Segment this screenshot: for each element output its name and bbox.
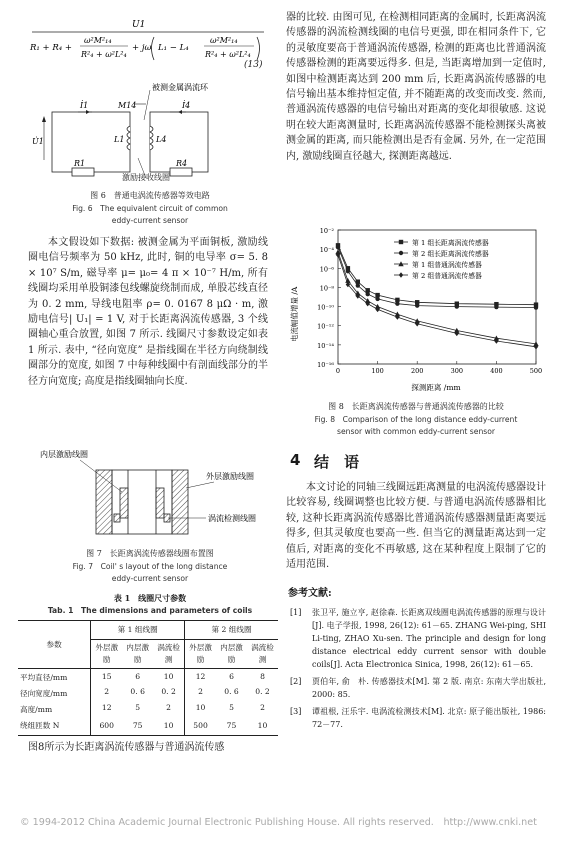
series-1-point: [366, 288, 370, 292]
figure-6: [30, 80, 270, 180]
label-r1: R1: [74, 159, 86, 168]
table-row: 平均直径/mm 15 6 10 12 6 8: [18, 669, 278, 685]
y-tick-label: 10⁻¹⁴: [317, 341, 334, 350]
y-tick-label: 10⁻¹⁰: [317, 303, 334, 312]
chart-ylabel: 电流幅值增量 /A: [290, 286, 299, 342]
series-2-point: [346, 269, 350, 273]
label-u1: U̇1: [32, 137, 44, 146]
legend-marker: [399, 240, 403, 244]
table-row: 径向宽度/mm 2 0. 6 0. 2 2 0. 6 0. 2: [18, 684, 278, 700]
table-subheader: 外层激励: [95, 643, 119, 664]
references-list: [290, 606, 546, 731]
conclusion-paragraph: 本文讨论的同轴三线圈远距离测量的电涡流传感器设计比较容易, 线圈调整也比较方便. 与普通电涡流传感器相比较, 这种长距离涡流传感器比普通涡流传感器测量距离要远得多, 但其灵敏度也要高一些. 但当它的测量距离达到一定值后, 对距离的变化不再敏感, 这在某种程度上限制了它的适用范围.: [286, 482, 546, 571]
series-1-point: [395, 298, 399, 302]
equation-13: [28, 10, 266, 72]
table-row: 高度/mm 12 5 2 10 5 2: [18, 700, 278, 716]
y-tick-label: 10⁻⁴: [319, 246, 334, 255]
table1-title-cn: 表 1 线圈尺寸参数: [113, 593, 187, 603]
y-tick-label: 10⁻¹⁶: [317, 361, 334, 369]
x-tick-label: 400: [490, 367, 503, 375]
y-tick-label: 10⁻¹²: [317, 322, 334, 331]
series-2-point: [415, 303, 419, 307]
label-inner-coil: 内层激励线圈: [40, 450, 88, 459]
fig7-caption-en-2: eddy-current sensor: [111, 574, 189, 583]
reference-item: [1] 张卫平, 施立亨, 赵徐森. 长距离双线圈电涡流传感器的原理与设计[J]. 电子学报, 1998, 26(12): 61－65. ZHANG Wei-ping, SHI Li-ting, ZHAO Xu-sen. The principle and design for long distance electrical eddy current sensor with double coils[J]. Acta Electronica Sinica, 1998, 26(12): 61－65.: [290, 608, 546, 669]
label-sense-coil: 涡流检测线圈: [208, 514, 256, 523]
label-exc: 激励接收线圈: [122, 173, 170, 182]
figure-8-chart: [286, 224, 546, 394]
table-subheader: 涡流检测: [153, 640, 184, 669]
coil-layout-diagram: [36, 448, 268, 540]
y-tick-label: 10⁻²: [319, 227, 334, 235]
label-outer-coil: 外层激励线圈: [206, 472, 254, 481]
x-tick-label: 300: [450, 367, 464, 375]
left-paragraph: 本文假设如下数据: 被测金属为平面铜板, 激励线圈电信号频率为 50 kHz, 此时, 铜的电导率 σ= 5. 8 × 10⁷ S/m, 磁导率 μ= μ₀= 4 π × 10⁻⁷ H/m, 所有线圈均采用单股铜漆包线螺旋绕制而成, 单股芯线直径 为 0. 2 mm, 导线电阻率 ρ= 0. 0167 8 μΩ · m, 激励电信号| U₁| = 1 V, 对于长距离涡流传感器, 3 个线圈轴心重合放置, 如图 7 所示. 线圈尺寸参数设定如表 1 所示. 表中, “径向宽度” 是指线圈在半径方向绕制线圈部分的宽度, 如图 7 中每种线圈中有剖面线部分的半径方向宽度; 高度是指线圈轴向长度.: [28, 237, 278, 387]
section-title: 结 语: [314, 453, 360, 471]
label-l4: L4: [156, 135, 167, 144]
table-subheader: 外层激励: [189, 643, 212, 664]
series-2-point: [375, 297, 379, 301]
equation-number: (13): [244, 60, 263, 70]
legend-marker: [399, 251, 403, 255]
label-i1: İ1: [80, 101, 89, 110]
svg-text:ω²M²₁₄: ω²M²₁₄: [84, 36, 112, 45]
series-1-point: [375, 293, 379, 297]
reference-item: [2] 贾伯年, 俞 朴. 传感器技术[M]. 第 2 版. 南京: 东南大学出版社, 2000: 85.: [290, 677, 546, 699]
reference-item: [3] 谭祖根, 汪乐宇. 电涡流检测技术[M]. 北京: 原子能出版社, 1986: 72－77.: [290, 707, 546, 729]
fig6-caption-en-1: Fig. 6 The equivalent circuit of common: [72, 204, 228, 213]
series-2-point: [494, 305, 498, 309]
left-bottom-text: 图8所示为长距离涡流传感器与普通涡流传感: [28, 742, 225, 753]
label-m14: M14: [118, 101, 137, 110]
table1-title-en: Tab. 1 The dimensions and parameters of coils: [47, 606, 253, 615]
y-tick-label: 10⁻⁸: [319, 284, 334, 293]
fig7-caption-en-1: Fig. 7 Coil' s layout of the long distance: [72, 562, 228, 571]
fig8-caption-en-1: Fig. 8 Comparison of the long distance eddy-current: [314, 415, 518, 424]
table-header-group2: 第 2 组线圈: [185, 621, 278, 640]
label-l1: L1: [114, 135, 125, 144]
series-2-point: [356, 283, 360, 287]
series-2-point: [366, 292, 370, 296]
right-paragraph-1: 器的比较. 由图可见, 在检测相同距离的金属时, 长距离涡流传感器的涡流检测线圈的电信号更强, 即在相同条件下, 它的灵敏度要高于普通涡流传感器, 检测的距离也比普通涡流传感器检测的距离要远得多. 但是, 当距离增加到一定值时, 如图中检测距离达到 200 mm 后, 长距离涡流传感器的电信号输出基本维持恒定值, 并不随距离的改变而改变. 然而, 普通涡流传感器的电信号输出对距离的变化却很敏感. 这说明在较大距离测量时, 长距离涡流传感器不能检测探头离被测金属的距离, 而只能检测出是否有金属. 另外, 在一定范围内, 激励线圈直径越大, 探测距离越远.: [286, 12, 546, 162]
fig8-caption-en-2: sensor with common eddy-current sensor: [337, 427, 495, 436]
table1: [18, 620, 278, 736]
series-2-point: [395, 302, 399, 306]
label-i4: İ4: [182, 101, 191, 110]
equation-graphic: [28, 10, 266, 72]
series-2-point: [336, 245, 340, 249]
legend-entry: 第 2 组普通涡流传感器: [412, 272, 482, 280]
table-row: 绕组匝数 N 600 75 10 500 75 10: [18, 716, 278, 736]
legend-entry: 第 2 组长距离涡流传感器: [412, 250, 489, 258]
y-tick-label: 10⁻⁶: [319, 265, 334, 274]
circuit-diagram: [30, 80, 270, 180]
table-subheader: 内层激励: [126, 643, 150, 664]
x-tick-label: 500: [529, 367, 543, 375]
table-subheader: 内层激励: [220, 643, 243, 664]
table-header-group1: 第 1 组线圈: [91, 621, 185, 640]
x-tick-label: 200: [410, 367, 424, 375]
label-r4: R4: [176, 159, 188, 168]
series-2-point: [455, 304, 459, 308]
legend-entry: 第 1 组长距离涡流传感器: [412, 239, 489, 247]
svg-text:R₁ + R₄ +: R₁ + R₄ +: [30, 43, 72, 53]
series-2-point: [534, 305, 538, 309]
x-tick-label: 100: [371, 367, 384, 375]
fig6-caption-cn: 图 6 普通电涡流传感器等效电路: [90, 191, 210, 200]
svg-text:R²₄ + ω²L²₄: R²₄ + ω²L²₄: [81, 50, 127, 59]
svg-text:L₁ − L₄: L₁ − L₄: [158, 43, 189, 53]
legend-marker: [399, 272, 403, 277]
svg-text:ω²M²₁₄: ω²M²₁₄: [210, 36, 238, 45]
section-number: 4: [290, 451, 301, 469]
svg-text:+ jω: + jω: [132, 43, 152, 53]
fig7-caption-cn: 图 7 长距离涡流传感器线圈布置图: [86, 549, 214, 558]
chart-svg: [286, 224, 546, 394]
copyright-footer: © 1994-2012 China Academic Journal Electronic Publishing House. All rights reserved. http://www.cnki.net: [20, 817, 537, 828]
figure-7: [36, 448, 268, 540]
references-heading: 参考文献:: [288, 588, 332, 599]
x-tick-label: 0: [335, 367, 341, 375]
label-metal: 被测金属涡流环: [152, 83, 208, 92]
table-subheader: 涡流检测: [251, 643, 274, 664]
fig6-caption-en-2: eddy-current sensor: [111, 216, 189, 225]
table-header-param: 参数: [18, 621, 91, 669]
chart-xlabel: 探测距离 /mm: [411, 383, 461, 392]
svg-text:R²₄ + ω²L²₄: R²₄ + ω²L²₄: [205, 50, 251, 59]
fig8-caption-cn: 图 8 长距离涡流传感器与普通涡流传感器的比较: [328, 402, 504, 411]
eq-top-label: U1: [132, 20, 146, 30]
legend-entry: 第 1 组普通涡流传感器: [412, 261, 482, 269]
